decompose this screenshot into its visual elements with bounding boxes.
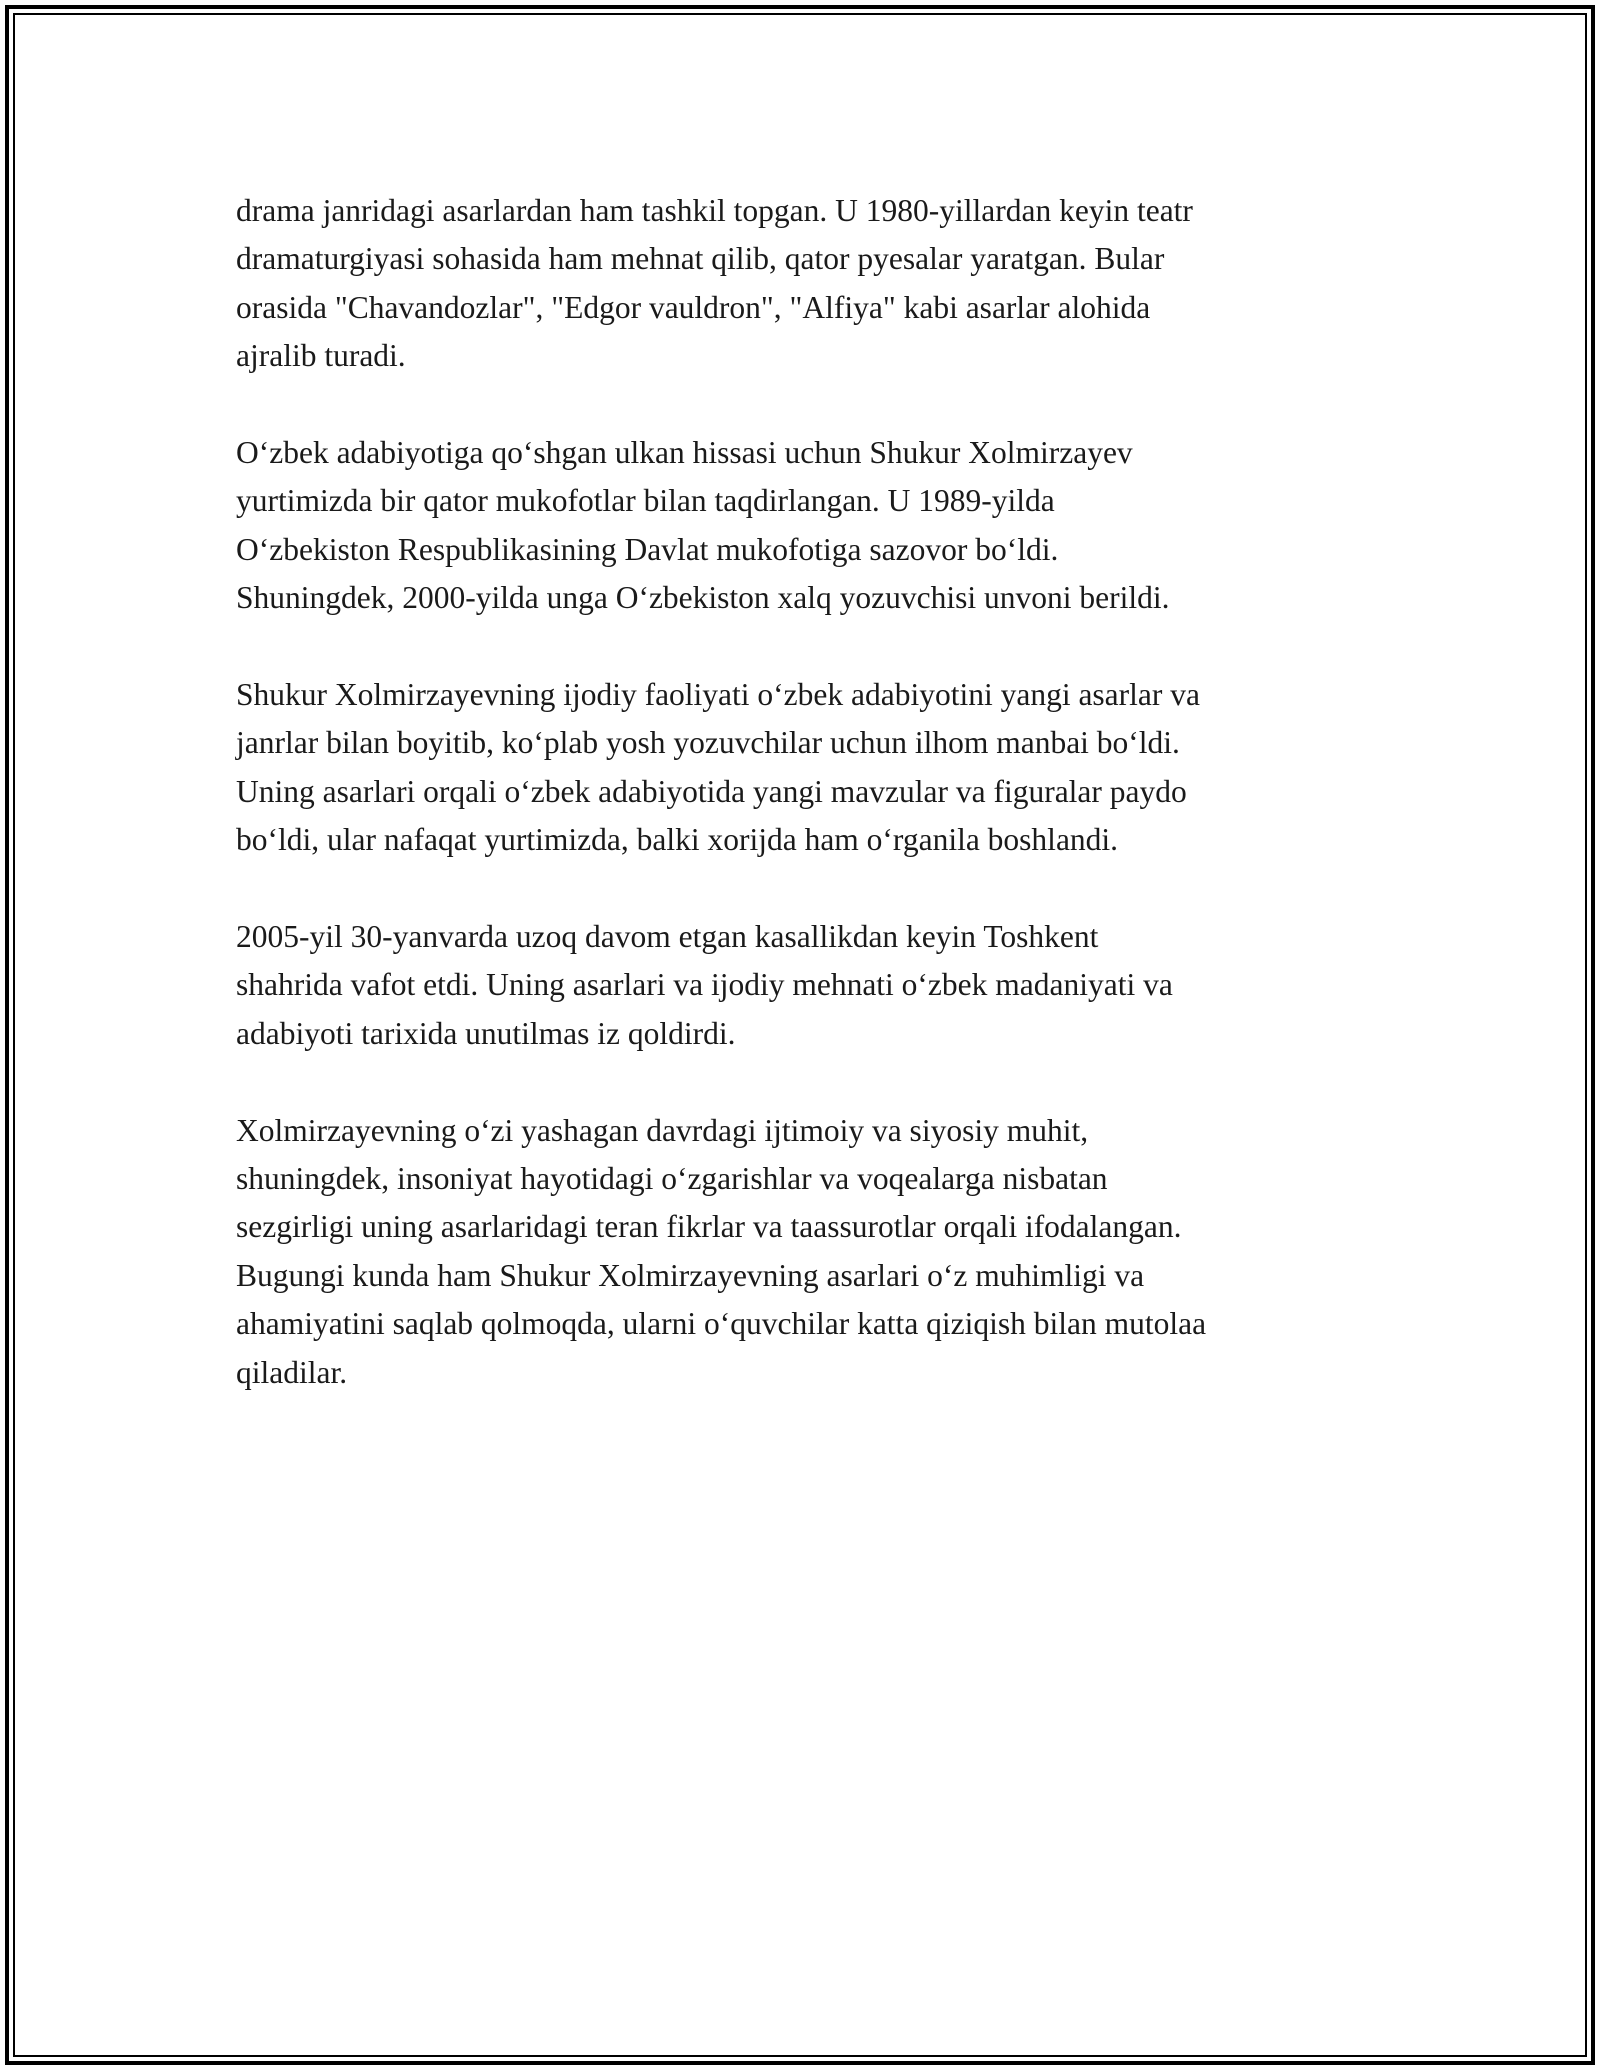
text-line: orasida "Chavandozlar", "Edgor vauldron", "Alfiya" kabi asarlar alohida [236,289,1151,325]
paragraph-5 [236,1107,1386,1397]
text-line: 2005-yil 30-yanvarda uzoq davom etgan kasallikdan keyin Toshkent [236,919,1099,955]
text-line: Xolmirzayevning o‘zi yashagan davrdagi ijtimoiy va siyosiy muhit, [236,1112,1089,1148]
text-line: drama janridagi asarlardan ham tashkil topgan. U 1980-yillardan keyin teatr [236,193,1193,228]
text-line: sezgirligi uning asarlaridagi teran fikrlar va taassurotlar orqali ifodalangan. [236,1209,1182,1245]
text-line: qiladilar. [236,1354,348,1390]
text-line: O‘zbekiston Respublikasining Davlat mukofotiga sazovor bo‘ldi. [236,531,1059,567]
text-line: bo‘ldi, ular nafaqat yurtimizda, balki xorijda ham o‘rganila boshlandi. [236,822,1119,858]
text-line: Shuningdek, 2000-yilda unga O‘zbekiston xalq yozuvchisi unvoni berildi. [236,580,1170,616]
paragraph-3 [236,671,1386,865]
text-line: Shukur Xolmirzayevning ijodiy faoliyati o‘zbek adabiyotini yangi asarlar va [236,677,1200,713]
text-line: dramaturgiyasi sohasida ham mehnat qilib, qator pyesalar yaratgan. Bular [236,241,1165,277]
paragraph-1 [236,187,1386,381]
document-body [236,187,1386,1445]
text-line: ahamiyatini saqlab qolmoqda, ularni o‘quvchilar katta qiziqish bilan mutolaa [236,1306,1207,1342]
text-line: Uning asarlari orqali o‘zbek adabiyotida yangi mavzular va figuralar paydo [236,773,1187,809]
text-line: Bugungi kunda ham Shukur Xolmirzayevning asarlari o‘z muhimligi va [236,1257,1145,1293]
paragraph-2 [236,429,1386,623]
text-line: shuningdek, insoniyat hayotidagi o‘zgarishlar va voqealarga nisbatan [236,1161,1108,1197]
text-line: adabiyoti tarixida unutilmas iz qoldirdi. [236,1015,736,1051]
paragraph-4 [236,913,1386,1058]
text-line: janrlar bilan boyitib, ko‘plab yosh yozuvchilar uchun ilhom manbai bo‘ldi. [236,725,1180,761]
text-line: O‘zbek adabiyotiga qo‘shgan ulkan hissasi uchun Shukur Xolmirzayev [236,435,1133,471]
text-line: shahrida vafot etdi. Uning asarlari va ijodiy mehnati o‘zbek madaniyati va [236,967,1173,1003]
text-line: ajralib turadi. [236,338,406,374]
text-line: yurtimizda bir qator mukofotlar bilan taqdirlangan. U 1989-yilda [236,483,1055,519]
